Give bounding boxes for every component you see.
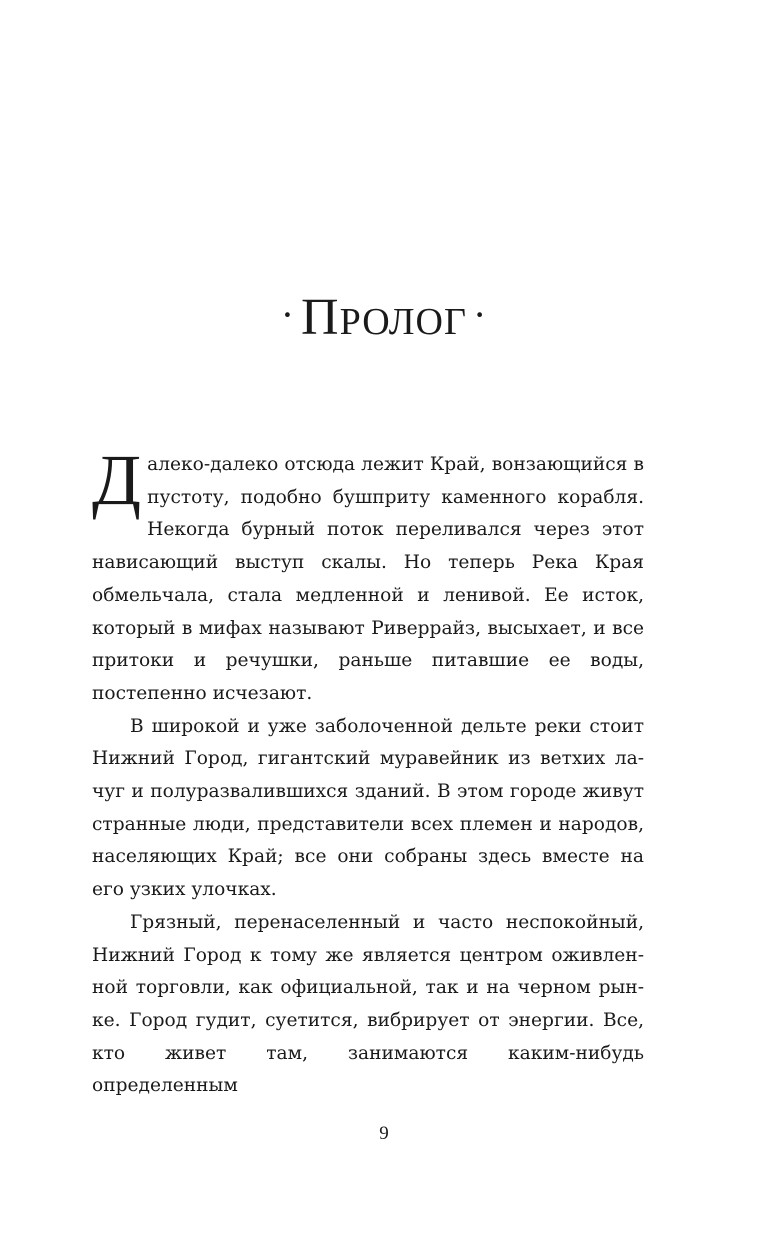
page-number: 9 xyxy=(379,1123,389,1144)
title-small-caps: РОЛОГ xyxy=(339,301,467,343)
drop-cap: Д xyxy=(92,440,142,520)
paragraph-2: В широкой и уже заболоченной дельте реки стоит Нижний Город, гигантский муравейник из ветхих лачуг и полуразвалившихся зданий. В этом городе живут странные люди, представители всех племен и народов, населяющих Край; все они собраны здесь вместе на его узких улочках. xyxy=(92,715,644,901)
title-capital: П xyxy=(301,289,340,346)
title-ornament-left: · xyxy=(280,292,296,337)
body-text xyxy=(92,440,644,1103)
chapter-title xyxy=(0,288,768,352)
paragraph-1-text: алеко-далеко отсюда лежит Край, вонзающийся в пустоту, подобно бушприту каменного корабля. Некогда бурный поток переливался через этот нависающий выступ скалы. Но теперь Река Края обмельчала, стала медленной и ленивой. Ее исток, который в мифах называют Риверрайз, высыхает, и все притоки и речушки, раньше питавшие ее воды, постепенно исчезают. xyxy=(92,454,644,704)
title-ornament-right: · xyxy=(472,292,488,337)
paragraph-1 xyxy=(92,440,644,711)
paragraph-3: Грязный, перенаселенный и часто неспокойный, Нижний Город к тому же является центром оживленной торговли, как официальной, так и на черном рынке. Город гудит, суетится, вибрирует от энергии. Все, кто живет там, занимаются каким-нибудь определенным xyxy=(92,911,644,1097)
